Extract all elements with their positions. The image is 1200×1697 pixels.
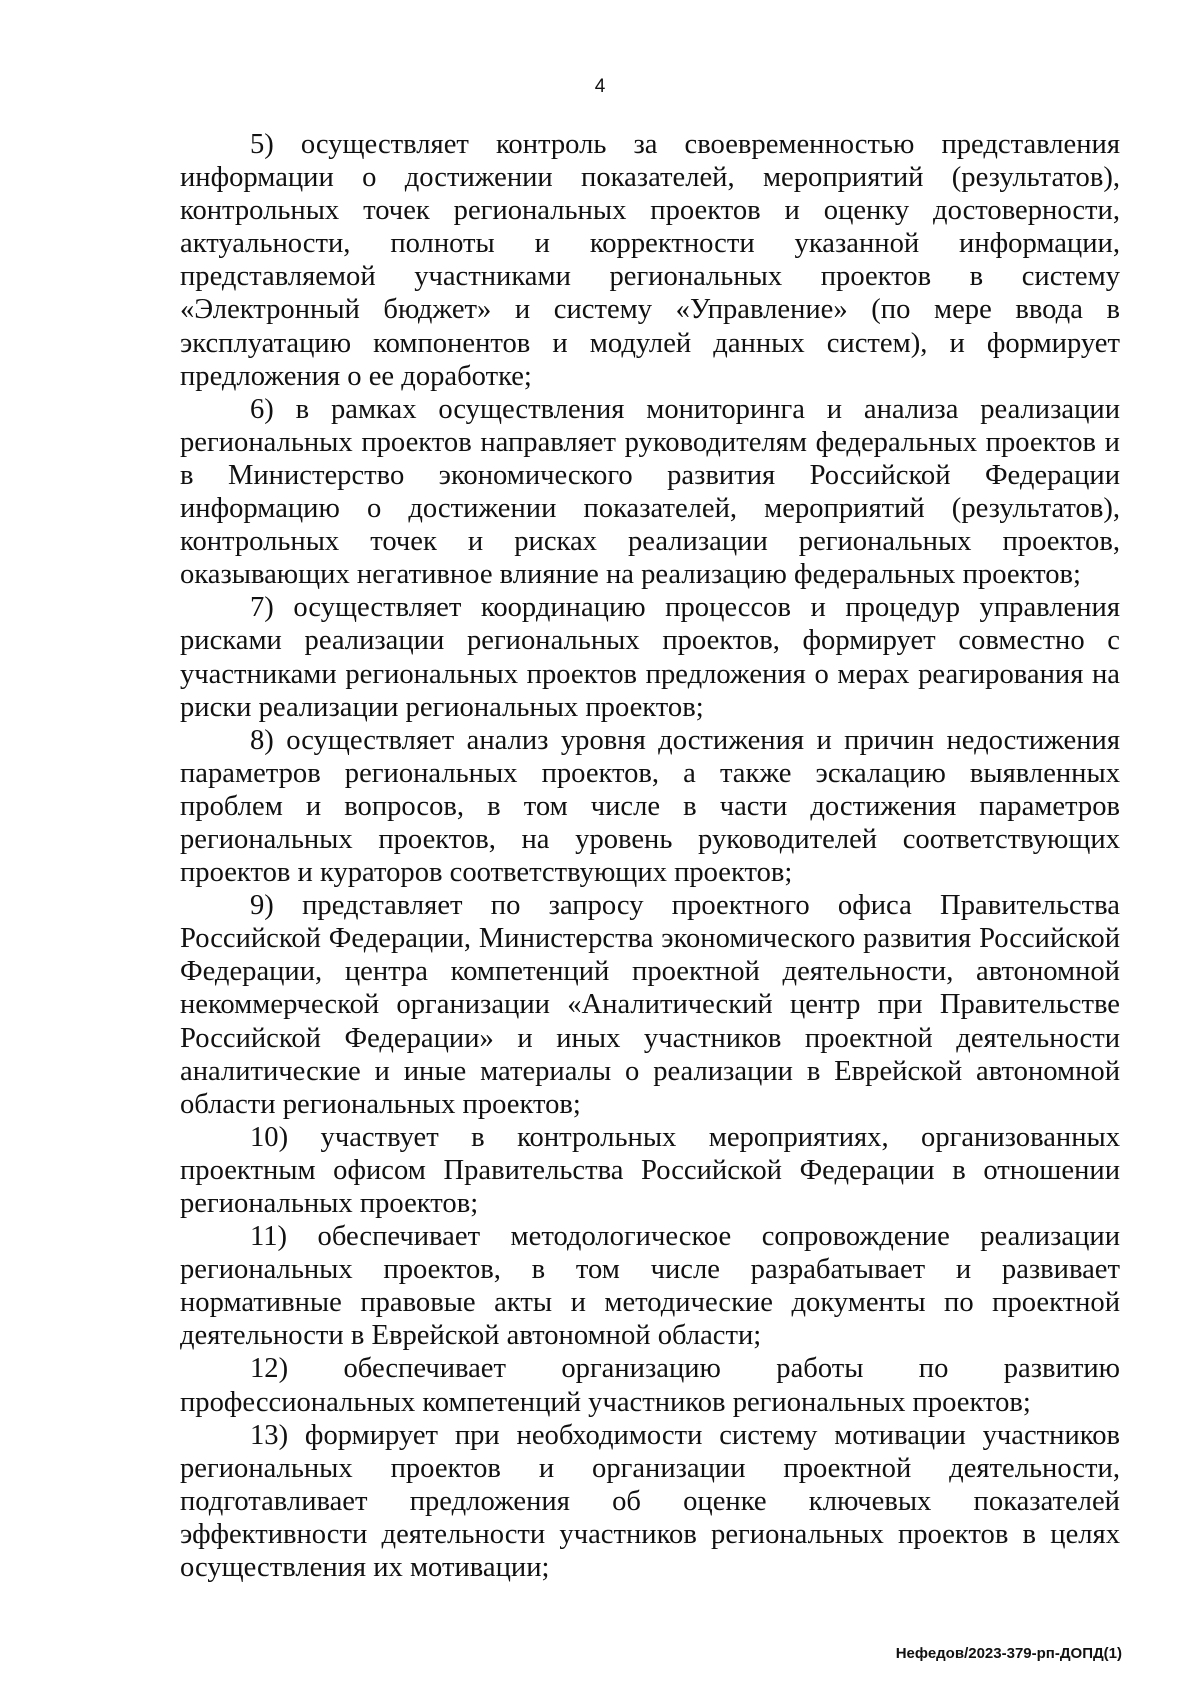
paragraph-item-12: 12) обеспечивает организацию работы по развитию профессиональных компетенций участников региональных проектов; (180, 1353, 1120, 1418)
paragraph-item-9: 9) представляет по запросу проектного офиса Правительства Российской Федерации, Министерства экономического развития Российской Федерации, центра компетенций проектной деятельности, автономной некоммерческой организации «Аналитический центр при Правительстве Российской Федерации» и иных участников проектной деятельности аналитические и иные материалы о реализации в Еврейской автономной области региональных проектов; (180, 890, 1120, 1120)
paragraph-item-11: 11) обеспечивает методологическое сопровождение реализации региональных проектов, в том числе разрабатывает и развивает нормативные правовые акты и методические документы по проектной деятельности в Еврейской автономной области; (180, 1221, 1120, 1352)
paragraph-item-8: 8) осуществляет анализ уровня достижения и причин недостижения параметров региональных проектов, а также эскалацию выявленных проблем и вопросов, в том числе в части достижения параметров региональных проектов, на уровень руководителей соответствующих проектов и кураторов соответствующих проектов; (180, 724, 1120, 889)
paragraph-item-6: 6) в рамках осуществления мониторинга и анализа реализации региональных проектов направляет руководителям федеральных проектов и в Министерство экономического развития Российской Федерации информацию о достижении показателей, мероприятий (результатов), контрольных точек и рисках реализации региональных проектов, оказывающих негативное влияние на реализацию федеральных проектов; (180, 393, 1120, 591)
paragraph-item-7: 7) осуществляет координацию процессов и процедур управления рисками реализации региональных проектов, формирует совместно с участниками региональных проектов предложения о мерах реагирования на риски реализации региональных проектов; (180, 592, 1120, 723)
page-number: 4 (594, 76, 606, 97)
paragraph-item-10: 10) участвует в контрольных мероприятиях, организованных проектным офисом Правительства Российской Федерации в отношении региональных проектов; (180, 1121, 1120, 1219)
paragraph-item-5: 5) осуществляет контроль за своевременностью представления информации о достижении показателей, мероприятий (результатов), контрольных точек региональных проектов и оценку достоверности, актуальности, полноты и корректности указанной информации, представляемой участниками региональных проектов в систему «Электронный бюджет» и систему «Управление» (по мере ввода в эксплуатацию компонентов и модулей данных систем), и формирует предложения о ее доработке; (180, 129, 1120, 392)
paragraph-item-13: 13) формирует при необходимости систему мотивации участников региональных проектов и организации проектной деятельности, подготавливает предложения об оценке ключевых показателей эффективности деятельности участников региональных проектов в целях осуществления их мотивации; (180, 1419, 1120, 1584)
document-reference-code: Нефедов/2023-379-рп-ДОПД(1) (895, 1645, 1122, 1662)
document-body (180, 128, 1120, 1584)
